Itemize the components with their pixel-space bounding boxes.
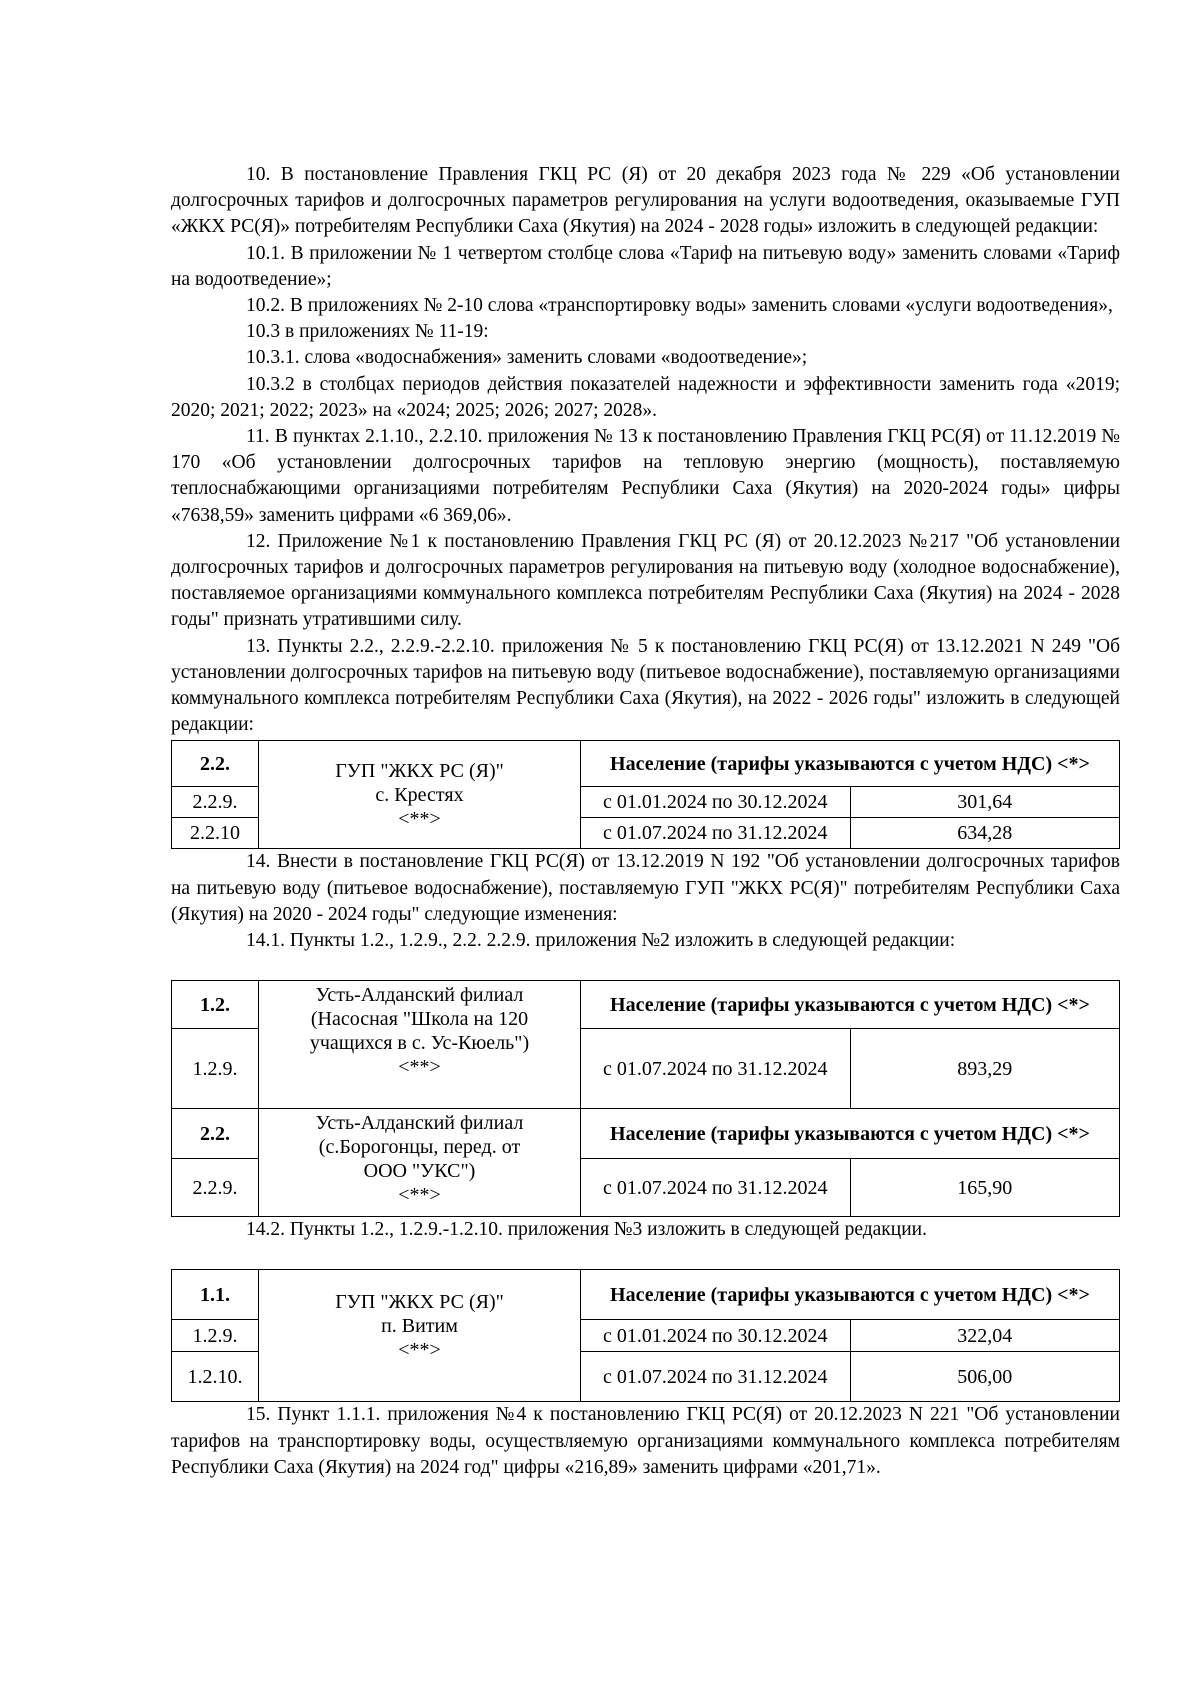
paragraph-14: 14. Внести в постановление ГКЦ РС(Я) от 13.12.2019 N 192 "Об установлении долгосрочных тарифов на питьевую воду (питьевое водоснабжение), поставляемую ГУП "ЖКХ РС(Я)" потребителям Республики Саха (Якутия) на 2020 - 2024 годы" следующие изменения:: [171, 851, 1120, 925]
table-row: [172, 1270, 1120, 1320]
item-number: 1.2.9.: [172, 1320, 259, 1352]
paragraph-14-1: 14.1. Пункты 1.2., 1.2.9., 2.2. 2.2.9. приложения №2 изложить в следующей редакции:: [246, 930, 956, 952]
tariff-table-1: [171, 740, 1120, 849]
period-cell: с 01.07.2024 по 31.12.2024: [581, 1029, 851, 1109]
organization-name: Усть-Алданский филиал: [315, 984, 524, 1007]
table-row: [172, 1109, 1120, 1159]
paragraph-10-3: 10.3 в приложениях № 11-19:: [246, 321, 489, 343]
organization-name: ГУП "ЖКХ РС (Я)": [335, 759, 504, 782]
tariff-table-3: [171, 1269, 1120, 1402]
paragraph-11: 11. В пунктах 2.1.10., 2.2.10. приложения № 13 к постановлению Правления ГКЦ РС(Я) от 11.12.2019 № 170 «Об установлении долгосрочных тарифов на тепловую энергию (мощность), поставляемую теплоснабжающими организациями потребителям Республики Саха (Якутия) на 2020-2024 годы» цифры «7638,59» заменить цифрами «6 369,06».: [171, 426, 1120, 526]
spacer: [171, 954, 1120, 980]
item-number: 2.2.10: [172, 818, 259, 849]
tariff-value: 322,04: [850, 1320, 1120, 1352]
paragraph-10-3-2: 10.3.2 в столбцах периодов действия показателей надежности и эффективности заменить года «2019; 2020; 2021; 2022; 2023» на «2024; 2025; 2026; 2027; 2028».: [171, 373, 1120, 421]
paragraph-15: 15. Пункт 1.1.1. приложения №4 к постановлению ГКЦ РС(Я) от 20.12.2023 N 221 "Об установлении тарифов на транспортировку воды, осуществляемую организациями коммунального комплекса потребителям Республики Саха (Якутия) на 2024 год" цифры «216,89» заменить цифрами «201,71».: [171, 1404, 1120, 1478]
paragraph-10-1: 10.1. В приложении № 1 четвертом столбце слова «Тариф на питьевую воду» заменить словами «Тариф на водоотведение»;: [171, 242, 1120, 290]
organization-name: Усть-Алданский филиал: [315, 1112, 524, 1135]
item-number: 1.1.: [172, 1270, 259, 1320]
item-number: 1.2.9.: [172, 1029, 259, 1109]
organization-cell: [259, 741, 581, 849]
item-number: 2.2.: [172, 741, 259, 787]
item-number: 2.2.9.: [172, 787, 259, 818]
table-row: [172, 981, 1120, 1029]
item-number: 2.2.: [172, 1109, 259, 1159]
organization-detail: (с.Борогонцы, перед. от: [318, 1136, 521, 1159]
table-header: Население (тарифы указываются с учетом НДС) <*>: [581, 1270, 1120, 1320]
table-row: [172, 741, 1120, 787]
organization-cell: [259, 1270, 581, 1402]
period-cell: с 01.01.2024 по 30.12.2024: [581, 787, 851, 818]
tariff-value: 506,00: [850, 1352, 1120, 1402]
item-number: 2.2.9.: [172, 1159, 259, 1217]
tariff-table-2: [171, 980, 1120, 1217]
organization-location: с. Крестях: [375, 783, 464, 806]
spacer: [171, 1243, 1120, 1269]
tariff-value: 634,28: [850, 818, 1120, 849]
item-number: 1.2.: [172, 981, 259, 1029]
document-body: [171, 162, 1120, 1481]
tariff-value: 893,29: [850, 1029, 1120, 1109]
period-cell: с 01.07.2024 по 31.12.2024: [581, 1159, 851, 1217]
organization-detail: учащихся в с. Ус-Кюель"): [309, 1032, 530, 1055]
paragraph-10-2: 10.2. В приложениях № 2-10 слова «транспортировку воды» заменить словами «услуги водоотведения»,: [246, 295, 1113, 317]
table-header: Население (тарифы указываются с учетом НДС) <*>: [581, 741, 1120, 787]
organization-note: <**>: [398, 1056, 441, 1079]
paragraph-12: 12. Приложение №1 к постановлению Правления ГКЦ РС (Я) от 20.12.2023 №217 "Об установлении долгосрочных тарифов и долгосрочных параметров регулирования на питьевую воду (холодное водоснабжение), поставляемое организациями коммунального комплекса потребителям Республики Саха (Якутия) на 2024 - 2028 годы" признать утратившими силу.: [171, 530, 1120, 631]
paragraph-13: 13. Пункты 2.2., 2.2.9.-2.2.10. приложения № 5 к постановлению ГКЦ РС(Я) от 13.12.2021 N 249 "Об установлении долгосрочных тарифов на питьевую воду (питьевое водоснабжение), поставляемую организациями коммунального комплекса потребителям Республики Саха (Якутия), на 2022 - 2026 годы" изложить в следующей редакции:: [171, 635, 1120, 736]
tariff-value: 301,64: [850, 787, 1120, 818]
tariff-value: 165,90: [850, 1159, 1120, 1217]
paragraph-14-2: 14.2. Пункты 1.2., 1.2.9.-1.2.10. приложения №3 изложить в следующей редакции.: [246, 1219, 927, 1241]
organization-cell: [259, 981, 581, 1109]
organization-location: п. Витим: [381, 1315, 458, 1338]
item-number: 1.2.10.: [172, 1352, 259, 1402]
period-cell: с 01.07.2024 по 31.12.2024: [581, 818, 851, 849]
period-cell: с 01.07.2024 по 31.12.2024: [581, 1352, 851, 1402]
organization-note: <**>: [398, 807, 441, 830]
organization-name: ГУП "ЖКХ РС (Я)": [335, 1291, 504, 1314]
organization-note: <**>: [398, 1339, 441, 1362]
organization-detail: (Насосная "Школа на 120: [310, 1008, 529, 1031]
period-cell: с 01.01.2024 по 30.12.2024: [581, 1320, 851, 1352]
table-header: Население (тарифы указываются с учетом НДС) <*>: [581, 1109, 1120, 1159]
organization-note: <**>: [398, 1184, 441, 1207]
paragraph-10-3-1: 10.3.1. слова «водоснабжения» заменить словами «водоотведение»;: [246, 347, 808, 369]
table-header: Население (тарифы указываются с учетом НДС) <*>: [581, 981, 1120, 1029]
organization-detail: ООО "УКС"): [363, 1160, 476, 1183]
organization-cell: [259, 1109, 581, 1217]
paragraph-10: 10. В постановление Правления ГКЦ РС (Я) от 20 декабря 2023 года № 229 «Об установлении долгосрочных тарифов и долгосрочных параметров регулирования на услуги водоотведения, оказываемые ГУП «ЖКХ РС(Я)» потребителям Республики Саха (Якутия) на 2024 - 2028 годы» изложить в следующей редакции:: [171, 164, 1120, 238]
